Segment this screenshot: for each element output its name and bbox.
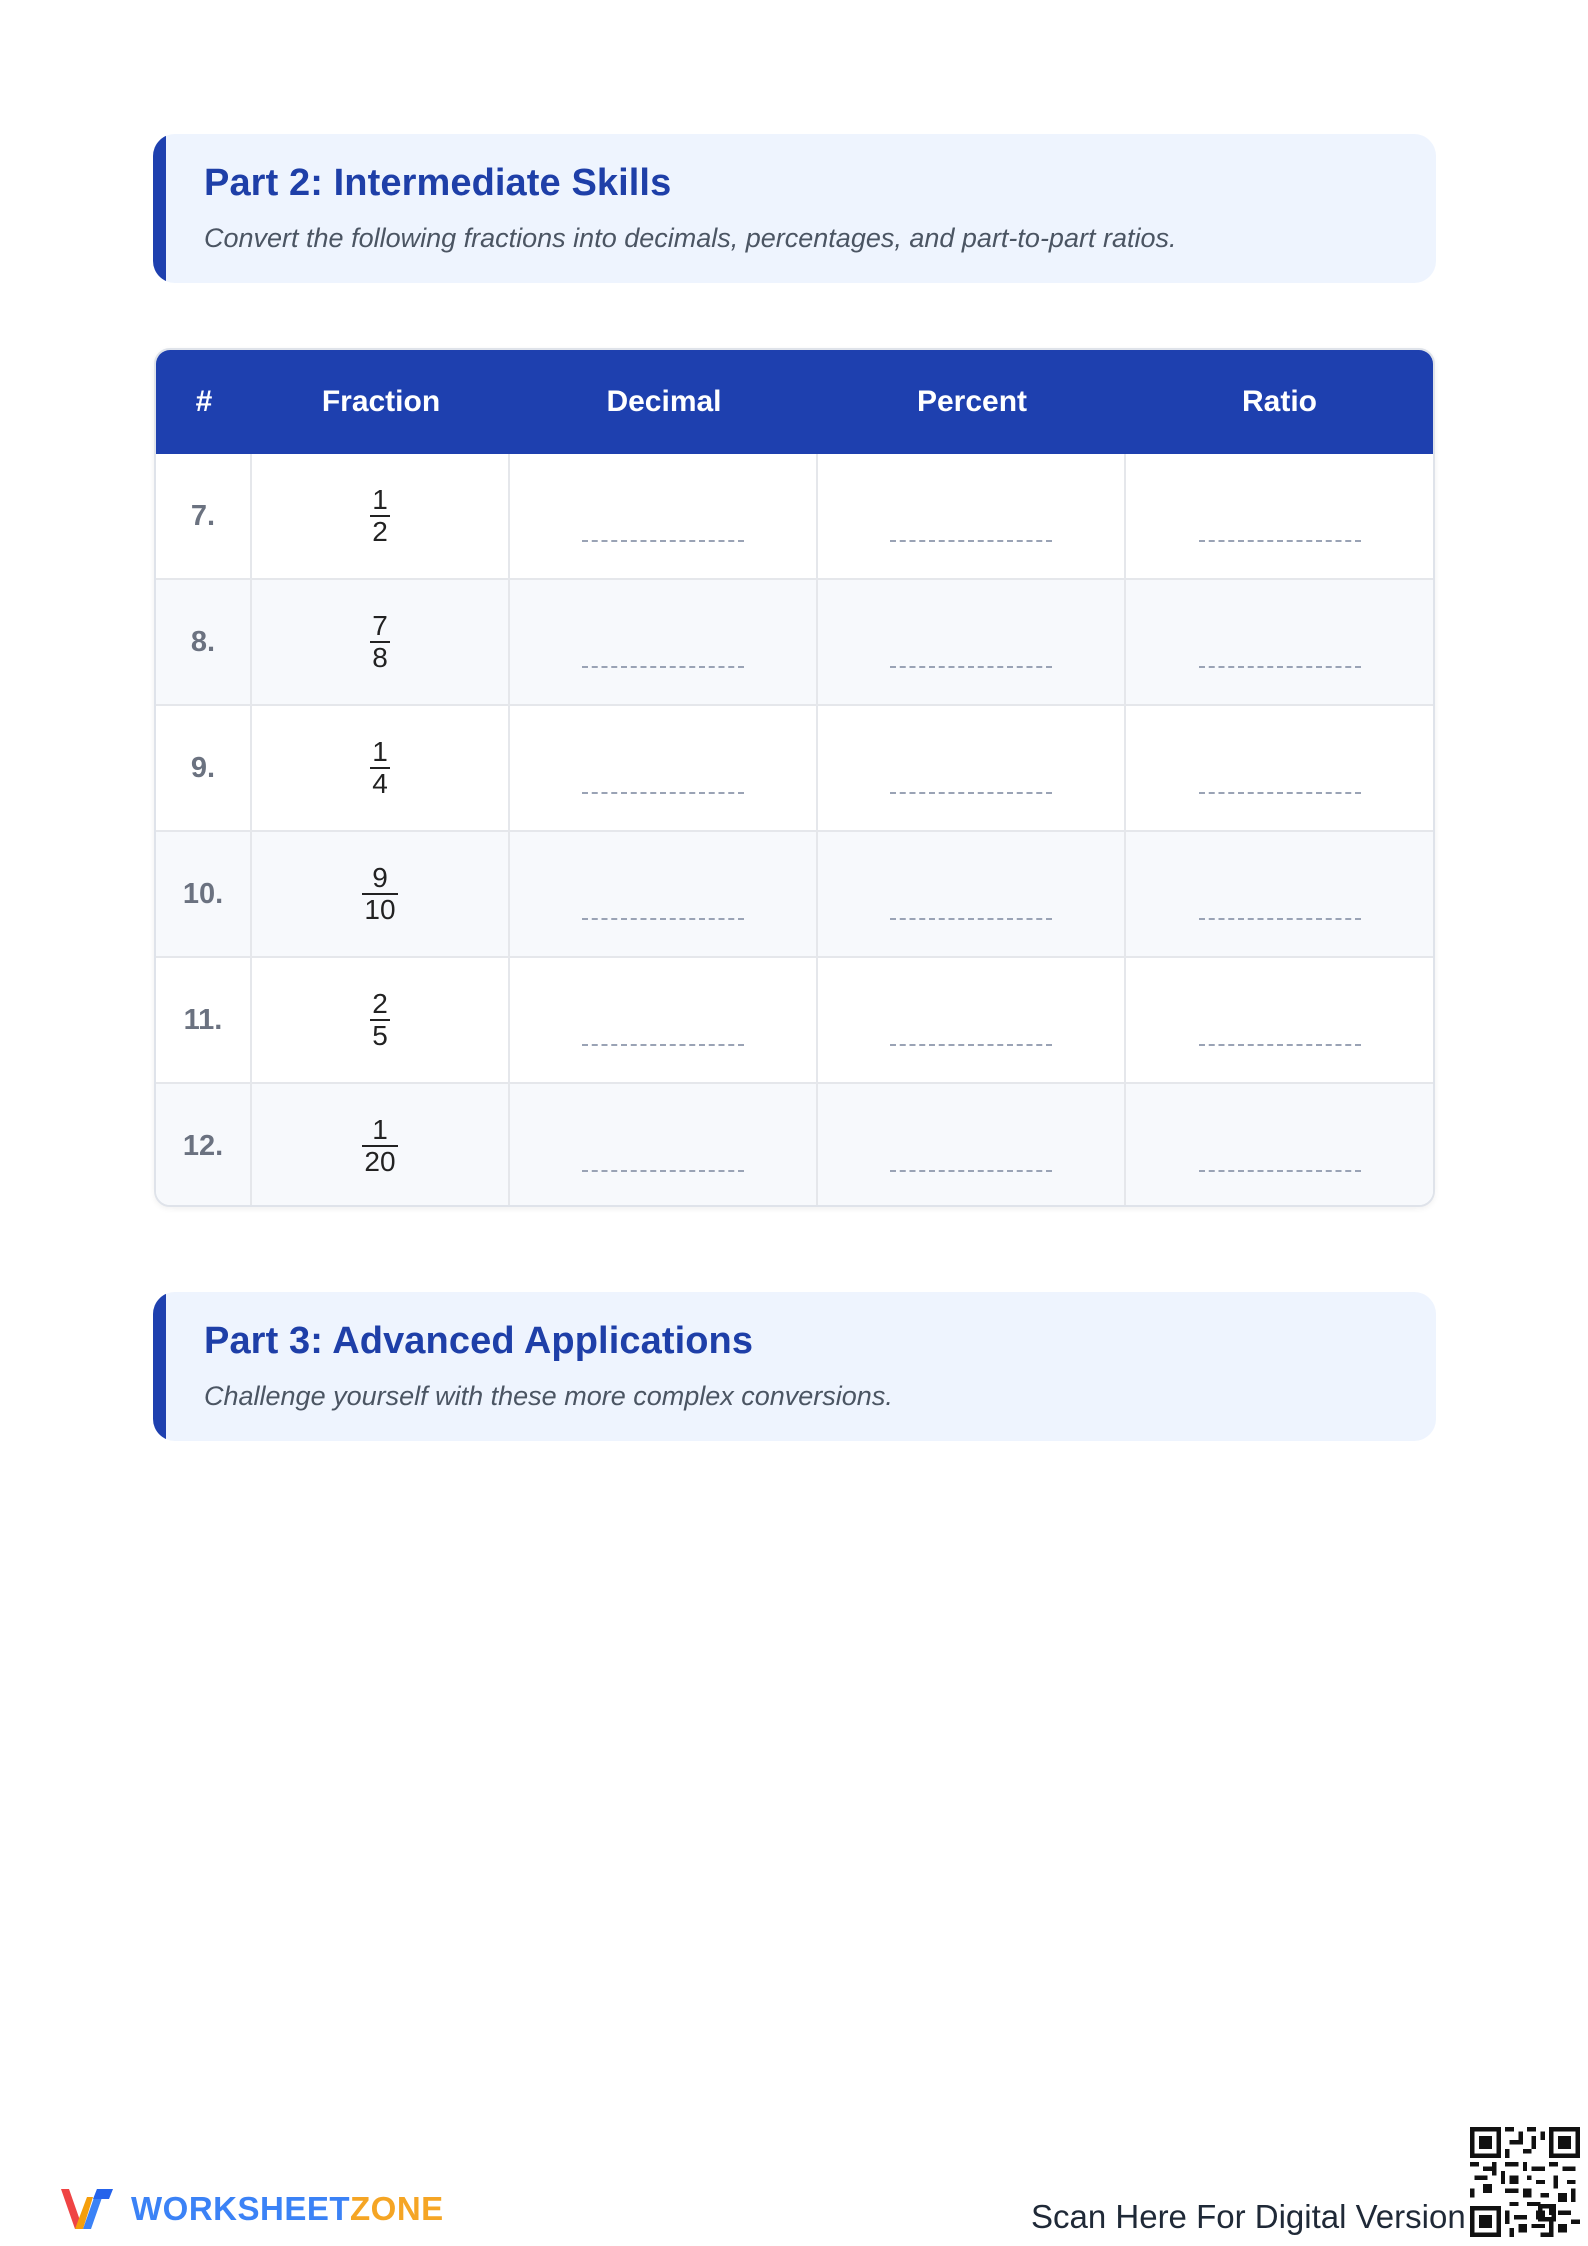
percent-answer-blank[interactable]: [890, 540, 1052, 542]
brand-name-secondary: ZONE: [350, 2190, 444, 2227]
part2-title: Part 2: Intermediate Skills: [204, 162, 672, 204]
table-row: [156, 832, 1433, 958]
problem-number: 11.: [183, 1003, 223, 1036]
ratio-answer-blank[interactable]: [1199, 666, 1361, 668]
fraction-denominator: 2: [372, 516, 388, 547]
qr-code-icon[interactable]: [1470, 2127, 1580, 2237]
header-decimal: Decimal: [606, 385, 722, 418]
fraction-denominator: 5: [372, 1020, 388, 1051]
ratio-answer-blank[interactable]: [1199, 1044, 1361, 1046]
section-accent-bar: [153, 1292, 166, 1441]
ratio-answer-blank[interactable]: [1199, 540, 1361, 542]
table-header-row: [156, 350, 1433, 454]
ratio-answer-blank[interactable]: [1199, 1170, 1361, 1172]
decimal-answer-blank[interactable]: [582, 666, 744, 668]
section-accent-bar: [153, 134, 166, 283]
fraction-numerator: 1: [372, 1114, 388, 1145]
part3-instructions: Challenge yourself with these more complex conversions.: [204, 1381, 893, 1411]
part2-instructions: Convert the following fractions into decimals, percentages, and part-to-part ratios.: [204, 223, 1177, 253]
percent-answer-blank[interactable]: [890, 1044, 1052, 1046]
fraction-denominator: 4: [372, 768, 388, 799]
decimal-answer-blank[interactable]: [582, 1170, 744, 1172]
problem-number: 10.: [182, 877, 224, 910]
header-percent: Percent: [916, 385, 1028, 418]
table-row: [156, 706, 1433, 832]
fraction: [362, 1115, 397, 1177]
decimal-answer-blank[interactable]: [582, 918, 744, 920]
fraction-numerator: 2: [372, 988, 388, 1019]
table-row: [156, 1084, 1433, 1207]
problem-number: 7.: [190, 499, 216, 532]
table-body: [156, 454, 1433, 1207]
percent-answer-blank[interactable]: [890, 1170, 1052, 1172]
brand-name-primary: WORKSHEET: [131, 2190, 350, 2227]
fraction-denominator: 20: [364, 1146, 396, 1177]
part3-section-header: [153, 1292, 1436, 1441]
fraction: [370, 737, 390, 799]
table-row: [156, 454, 1433, 580]
fraction-numerator: 9: [372, 862, 388, 893]
fraction-numerator: 1: [372, 736, 388, 767]
problem-number: 12.: [182, 1129, 224, 1162]
fraction: [362, 863, 397, 925]
table-row: [156, 580, 1433, 706]
fraction-numerator: 7: [372, 610, 388, 641]
percent-answer-blank[interactable]: [890, 666, 1052, 668]
part3-title: Part 3: Advanced Applications: [204, 1320, 754, 1362]
ratio-answer-blank[interactable]: [1199, 918, 1361, 920]
fraction: [370, 989, 390, 1051]
conversion-table: [154, 348, 1435, 1207]
scan-instruction: Scan Here For Digital Version: [1031, 2198, 1466, 2235]
decimal-answer-blank[interactable]: [582, 540, 744, 542]
header-ratio: Ratio: [1242, 385, 1317, 418]
fraction: [370, 485, 390, 547]
ratio-answer-blank[interactable]: [1199, 792, 1361, 794]
percent-answer-blank[interactable]: [890, 918, 1052, 920]
worksheetzone-logo: [57, 2181, 444, 2237]
decimal-answer-blank[interactable]: [582, 1044, 744, 1046]
worksheetzone-logo-icon: [57, 2181, 121, 2237]
fraction-denominator: 8: [372, 642, 388, 673]
header-number: #: [195, 385, 213, 418]
decimal-answer-blank[interactable]: [582, 792, 744, 794]
fraction-numerator: 1: [372, 484, 388, 515]
fraction-denominator: 10: [364, 894, 396, 925]
header-fraction: Fraction: [321, 385, 441, 418]
percent-answer-blank[interactable]: [890, 792, 1052, 794]
fraction: [370, 611, 390, 673]
problem-number: 8.: [190, 625, 216, 658]
brand-name: [131, 2190, 444, 2228]
problem-number: 9.: [190, 751, 216, 784]
part2-section-header: [153, 134, 1436, 283]
table-row: [156, 958, 1433, 1084]
